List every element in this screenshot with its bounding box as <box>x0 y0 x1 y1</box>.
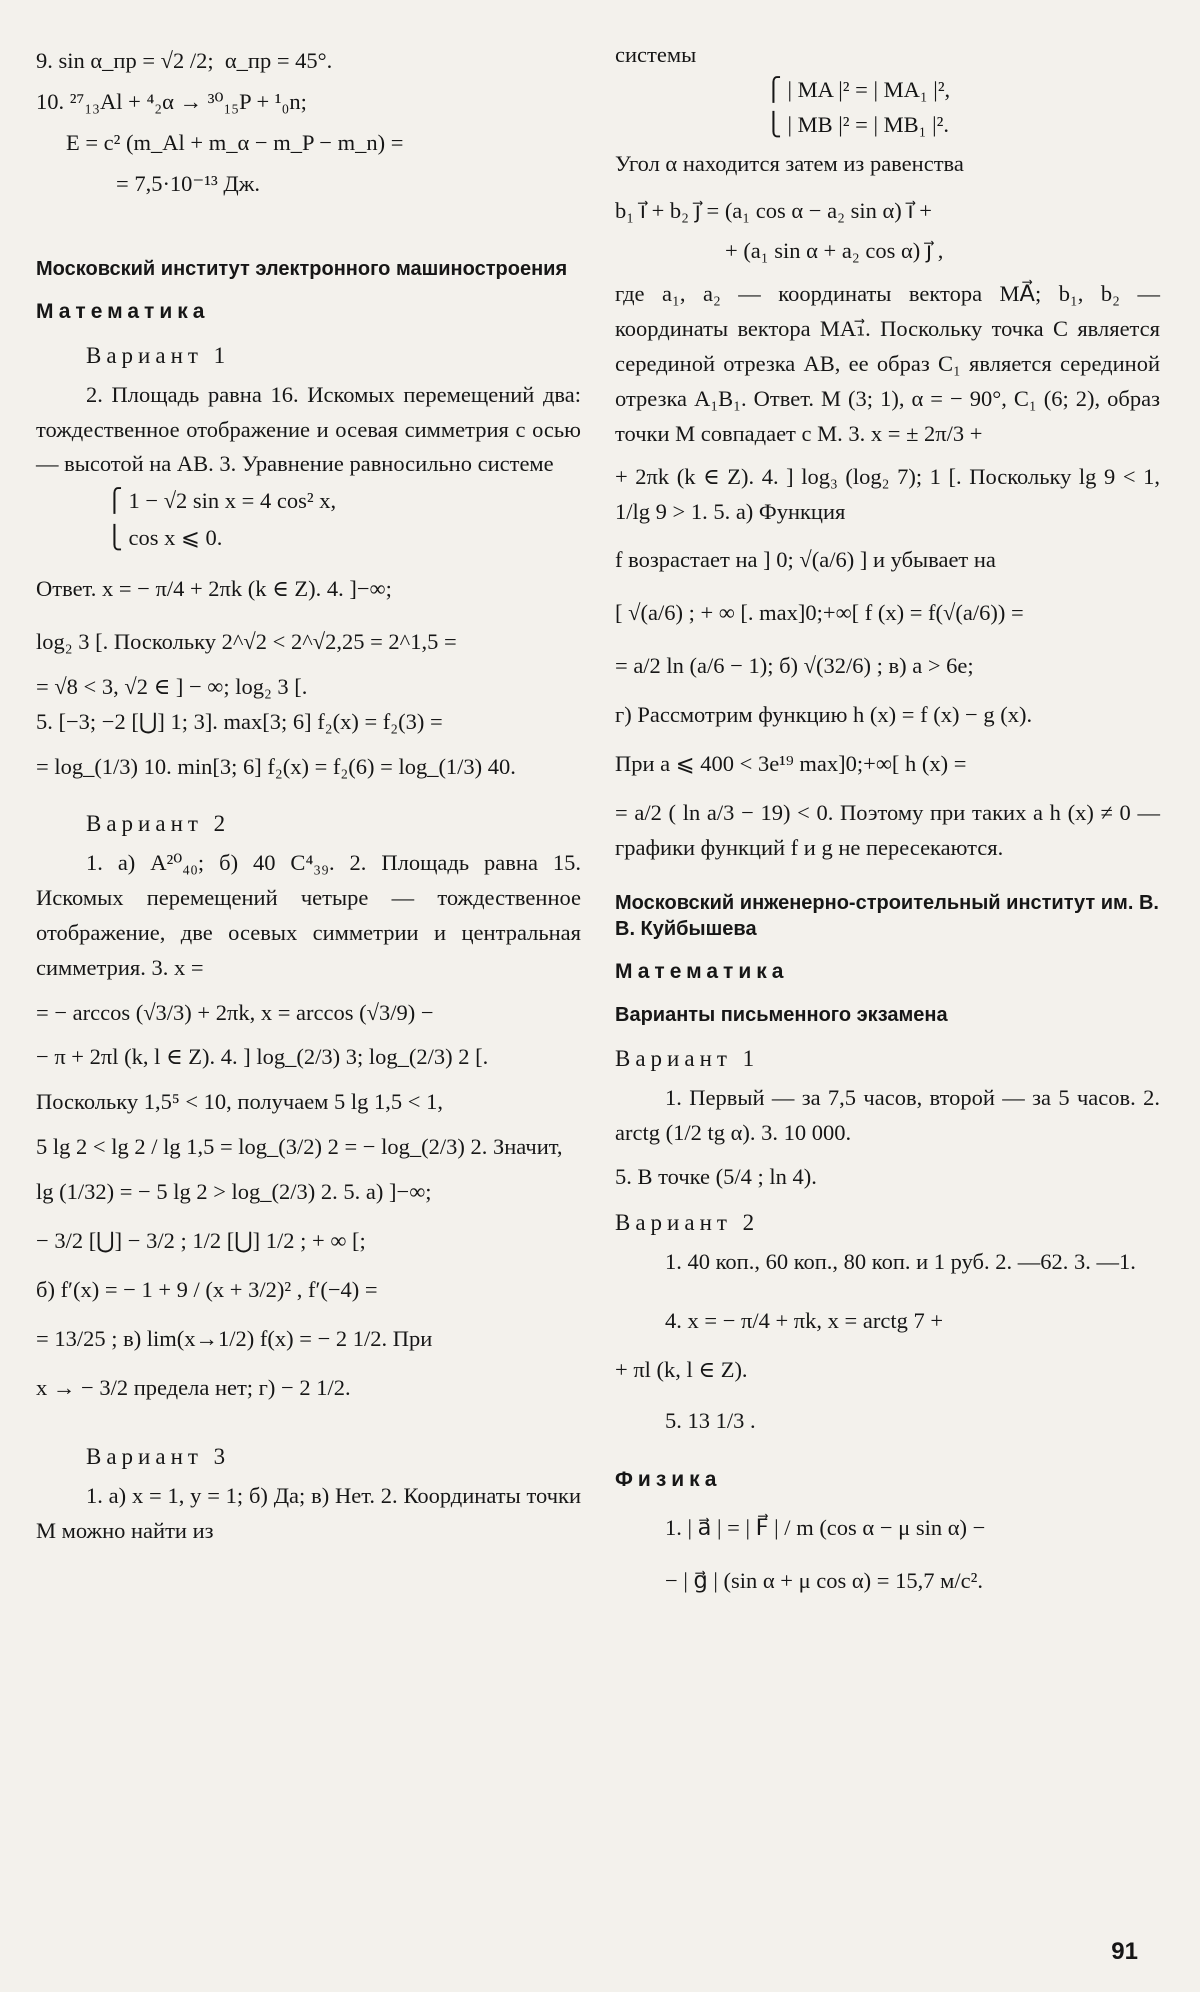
v2-paragraph-6: lg (1/32) = − 5 lg 2 > log_(2/3) 2. 5. а) ]−∞; <box>36 1179 432 1205</box>
v2-paragraph-7: − 3/2 [⋃] − 3/2 ; 1/2 [⋃] 1/2 ; + ∞ [; <box>36 1227 366 1253</box>
r-paragraph-6: f возрастает на ] 0; √(a/6) ] и убывает на <box>615 547 996 573</box>
r-paragraph-11: = a/2 ( ln a/3 − 19) < 0. Поэтому при таких a h (x) ≠ 0 — графики функций f и g не пересекаются. <box>615 799 1160 860</box>
variant-2-title: Вариант 2 <box>86 811 231 837</box>
r-paragraph-9: г) Рассмотрим функцию h (x) = f (x) − g (x). <box>615 702 1033 727</box>
r-v2-paragraph-2: 4. x = − π/4 + πk, x = arctg 7 + <box>665 1307 944 1333</box>
v2-paragraph-2: = − arccos (√3/3) + 2πk, x = arccos (√3/9) − <box>36 999 434 1025</box>
v2-paragraph-3: − π + 2πl (k, l ∈ Z). 4. ] log_(2/3) 3; log_(2/3) 2 [. <box>36 1044 489 1070</box>
v1-paragraph-6: = log_(1/3) 10. min[3; 6] f₂(x) = f₂(6) = log_(1/3) 40. <box>36 753 516 779</box>
v1-paragraph-1: 2. Площадь равна 16. Искомых перемещений два: тождественное отображение и осевая симметрия с осью — высотой на AB. 3. Уравнение равносильно системе <box>36 381 581 477</box>
r-paragraph-2: b₁ i⃗ + b₂ j⃗ = (a₁ cos α − a₂ sin α) i⃗ + <box>615 197 932 223</box>
v1-system-line-2: ⎩ cos x ⩽ 0. <box>106 525 223 551</box>
institute-heading: Московский институт электронного машиностроения <box>36 257 568 280</box>
physics-paragraph-2: − | g⃗ | (sin α + μ cos α) = 15,7 м/с². <box>665 1567 983 1593</box>
subject-heading: Математика <box>36 299 210 323</box>
v3-paragraph-1: 1. а) x = 1, y = 1; б) Да; в) Нет. 2. Координаты точки M можно найти из <box>36 1483 581 1543</box>
v2-paragraph-10: x → − 3/2 предела нет; г) − 2 1/2. <box>36 1374 351 1400</box>
r-paragraph-10: При a ⩽ 400 < 3e¹⁹ max]0;+∞[ h (x) = <box>615 750 967 776</box>
r-paragraph-7: [ √(a/6) ; + ∞ [. max]0;+∞[ f (x) = f(√(a/6)) = <box>615 600 1024 626</box>
physics-paragraph-1: 1. | a⃗ | = | F⃗ | / m (cos α − μ sin α) − <box>665 1515 986 1540</box>
r-v1-paragraph-2: 5. В точке (5/4 ; ln 4). <box>615 1164 817 1190</box>
energy-formula-2: = 7,5·10⁻¹³ Дж. <box>116 170 260 196</box>
answer-10: 10. ²⁷₁₃Al + ⁴₂α → ³⁰₁₅P + ¹₀n; <box>36 88 307 114</box>
v2-paragraph-4: Поскольку 1,5⁵ < 10, получаем 5 lg 1,5 < 1, <box>36 1089 443 1115</box>
r-paragraph-5: + 2πk (k ∈ Z). 4. ] log₃ (log₂ 7); 1 [. Поскольку lg 9 < 1, 1/lg 9 > 1. 5. а) Функция <box>615 463 1160 524</box>
r-paragraph-8: = a/2 ln (a/6 − 1); б) √(32/6) ; в) a > 6e; <box>615 653 974 679</box>
r-v2-paragraph-4: 5. 13 1/3 . <box>665 1407 756 1433</box>
right-column <box>615 38 1160 1599</box>
variant-1-title: Вариант 1 <box>86 343 231 369</box>
r-paragraph-3: + (a₁ sin α + a₂ cos α) j⃗ , <box>725 238 944 264</box>
r-system-line-1: ⎧ | MA |² = | MA₁ |², <box>765 76 951 102</box>
r-v2-paragraph-3: + πl (k, l ∈ Z). <box>615 1356 748 1382</box>
r-paragraph-4: где a₁, a₂ — координаты вектора MA⃗; b₁, b₂ — координаты вектора MA₁⃗. Поскольку точка C является серединой отрезка AB, ее образ C₁ является серединой отрезка A₁B₁. Ответ. M (3; 1), α = − 90°, C₁ (6; 2), образ точки M совпадает с M. 3. x = ± 2π/3 + <box>615 281 1160 446</box>
v1-system-line-1: ⎧ 1 − √2 sin x = 4 cos² x, <box>106 488 337 514</box>
physics-heading: Физика <box>615 1468 722 1492</box>
energy-formula-1: E = c² (m_Al + m_α − m_P − m_n) = <box>66 129 404 155</box>
v1-paragraph-5: 5. [−3; −2 [⋃] 1; 3]. max[3; 6] f₂(x) = f₂(3) = <box>36 708 443 734</box>
r-v1-paragraph-1: 1. Первый — за 7,5 часов, второй — за 5 часов. 2. arctg (1/2 tg α). 3. 10 000. <box>615 1084 1160 1145</box>
v1-paragraph-4: = √8 < 3, √2 ∈ ] − ∞; log₂ 3 [. <box>36 673 308 699</box>
page-number: 91 <box>1111 1938 1138 1965</box>
v2-paragraph-1: 1. а) A²⁰₄₀; б) 40 C⁴₃₉. 2. Площадь равна 15. Искомых перемещений четыре — тождественное отображение, две осевых симметрии и центральная симметрия. 3. x = <box>36 850 581 980</box>
v1-paragraph-2: Ответ. x = − π/4 + 2πk (k ∈ Z). 4. ]−∞; <box>36 576 392 602</box>
r-variant-2-title: Вариант 2 <box>615 1210 760 1236</box>
v2-paragraph-8: б) f′(x) = − 1 + 9 / (x + 3/2)² , f′(−4) = <box>36 1276 378 1302</box>
v1-paragraph-3: log₂ 3 [. Поскольку 2^√2 < 2^√2,25 = 2^1,5 = <box>36 628 457 654</box>
r-paragraph-1: Угол α находится затем из равенства <box>615 150 964 176</box>
variant-3-title: Вариант 3 <box>86 1444 231 1470</box>
institute-2-heading: Московский инженерно-строительный институт им. В. В. Куйбышева <box>615 891 1159 940</box>
r-variant-1-title: Вариант 1 <box>615 1046 760 1072</box>
r-system-line-2: ⎩ | MB |² = | MB₁ |². <box>765 111 949 137</box>
r-paragraph-0: системы <box>615 42 697 67</box>
subject-2-heading: Математика <box>615 959 789 983</box>
r-v2-paragraph-1: 1. 40 коп., 60 коп., 80 коп. и 1 руб. 2. —62. 3. —1. <box>665 1248 1136 1274</box>
left-column <box>36 38 581 1549</box>
answer-9: 9. sin α_пр = √2 /2; α_пр = 45°. <box>36 48 333 73</box>
written-exam-heading: Варианты письменного экзамена <box>615 1004 948 1027</box>
v2-paragraph-9: = 13/25 ; в) lim(x→1/2) f(x) = − 2 1/2. При <box>36 1325 433 1351</box>
v2-paragraph-5: 5 lg 2 < lg 2 / lg 1,5 = log_(3/2) 2 = − log_(2/3) 2. Значит, <box>36 1134 563 1160</box>
